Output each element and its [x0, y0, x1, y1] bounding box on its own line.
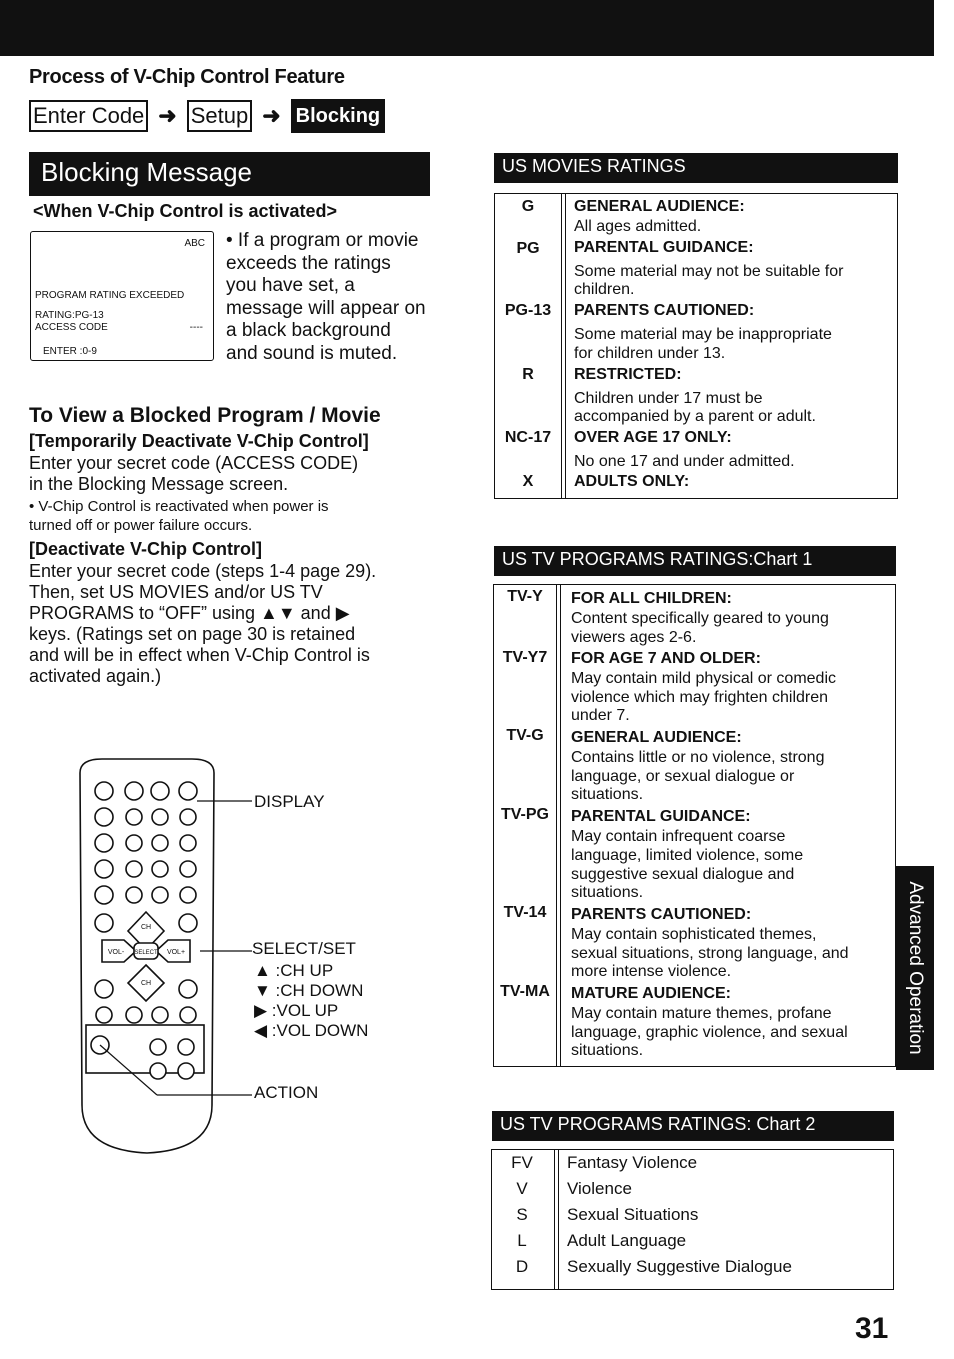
- tv1-code: TV-PG: [500, 806, 549, 823]
- select-set-callout: SELECT/SET: [252, 939, 356, 958]
- movies-table: [494, 193, 898, 499]
- remote-ch-label: CH: [140, 924, 152, 931]
- tv1-desc: violence which may frighten children: [571, 689, 829, 706]
- remote-ch-label: CH: [140, 980, 152, 987]
- temp-note-2: turned off or power failure occurs.: [29, 517, 253, 534]
- tv1-title: FOR AGE 7 AND OLDER:: [571, 650, 761, 667]
- blocking-subheading: <When V-Chip Control is activated>: [33, 201, 338, 221]
- movie-desc: children.: [574, 281, 635, 298]
- screen-line-4: ENTER :0-9: [43, 346, 97, 357]
- arrow-icon: ➜: [158, 103, 177, 128]
- tv2-desc: Fantasy Violence: [567, 1153, 698, 1172]
- movie-desc: No one 17 and under admitted.: [574, 453, 795, 470]
- tv2-code: S: [516, 1205, 528, 1224]
- deactivate-line: Enter your secret code (steps 1-4 page 29).: [29, 561, 377, 581]
- side-tab-label: Advanced Operation: [905, 881, 926, 1055]
- tv1-desc: situations.: [571, 884, 644, 901]
- movie-desc: Children under 17 must be: [574, 390, 763, 407]
- remote-select-label: SELECT: [134, 950, 158, 956]
- tv2-code: V: [516, 1179, 528, 1198]
- movie-code: PG-13: [504, 302, 552, 319]
- screen-line-2: RATING:PG-13: [35, 310, 104, 321]
- tv1-code: TV-14: [503, 904, 547, 921]
- movie-code: NC-17: [504, 429, 552, 446]
- tv1-desc: language, limited violence, some: [571, 847, 804, 864]
- tv1-title: GENERAL AUDIENCE:: [571, 729, 742, 746]
- page-number: 31: [855, 1312, 889, 1345]
- screen-line-1: PROGRAM RATING EXCEEDED: [35, 290, 185, 301]
- movie-desc: Some material may not be suitable for: [574, 263, 844, 280]
- tv2-desc: Sexually Suggestive Dialogue: [567, 1257, 792, 1276]
- tv1-desc: language, graphic violence, and sexual: [571, 1024, 848, 1041]
- movie-desc: All ages admitted.: [574, 218, 702, 235]
- tv1-code: TV-MA: [500, 983, 550, 1000]
- deactivate-line: activated again.): [29, 666, 162, 686]
- ch-down-callout: ▼ :CH DOWN: [254, 981, 364, 1000]
- temp-note-1: • V-Chip Control is reactivated when power is: [29, 498, 329, 515]
- movie-code: R: [522, 366, 534, 383]
- movie-title: PARENTAL GUIDANCE:: [574, 239, 754, 256]
- movies-header: US MOVIES RATINGS: [494, 153, 898, 183]
- tv1-title: FOR ALL CHILDREN:: [571, 590, 732, 607]
- deactivate-line: Then, set US MOVIES and/or US TV: [29, 582, 323, 602]
- side-tab: [896, 866, 934, 1070]
- tv1-desc: viewers ages 2-6.: [571, 629, 697, 646]
- tv1-table: [493, 584, 896, 1067]
- ch-up-callout: ▲ :CH UP: [254, 961, 334, 980]
- deactivate-heading: [Deactivate V-Chip Control]: [29, 539, 263, 559]
- process-steps: [29, 99, 385, 133]
- movie-code: X: [522, 473, 534, 490]
- remote-vol-plus-label: VOL+: [166, 949, 186, 956]
- tv1-desc: May contain mild physical or comedic: [571, 670, 836, 687]
- step-enter-code: Enter Code: [29, 100, 148, 132]
- tv1-desc: situations.: [571, 786, 644, 803]
- tv1-desc: May contain infrequent coarse: [571, 828, 786, 845]
- blocking-screen-illustration: [30, 231, 214, 361]
- vol-up-callout: ▶ :VOL UP: [254, 1001, 339, 1020]
- temp-deactivate-heading: [Temporarily Deactivate V-Chip Control]: [29, 431, 369, 451]
- tv1-desc: suggestive sexual dialogue and: [571, 866, 795, 883]
- tv2-code: L: [517, 1231, 527, 1250]
- top-black-bar: [0, 0, 934, 56]
- tv2-table: [491, 1149, 894, 1290]
- tv2-desc: Sexual Situations: [567, 1205, 699, 1224]
- movie-code: PG: [516, 240, 540, 257]
- movie-title: RESTRICTED:: [574, 366, 682, 383]
- tv2-code: D: [515, 1257, 529, 1276]
- remote-control-illustration: [72, 755, 252, 1160]
- screen-line-3-value: ----: [189, 322, 203, 333]
- movie-desc: for children under 13.: [574, 345, 726, 362]
- step-setup: Setup: [187, 100, 253, 132]
- step-blocking: Blocking: [291, 99, 385, 133]
- arrow-icon: ➜: [262, 103, 281, 128]
- movie-desc: accompanied by a parent or adult.: [574, 408, 816, 425]
- blocking-message-header: Blocking Message: [29, 152, 430, 196]
- tv2-desc: Violence: [567, 1179, 632, 1198]
- movie-desc: Some material may be inappropriate: [574, 326, 832, 343]
- tv2-code: FV: [511, 1153, 533, 1172]
- tv1-title: PARENTS CAUTIONED:: [571, 906, 752, 923]
- tv1-code: TV-G: [506, 727, 544, 744]
- blocking-bullet: • If a program or movie exceeds the ratings you have set, a message will appear on a black background and sound is muted.: [226, 230, 426, 364]
- tv2-header: US TV PROGRAMS RATINGS: Chart 2: [492, 1111, 894, 1141]
- deactivate-line: PROGRAMS to “OFF” using ▲▼ and ▶: [29, 603, 350, 623]
- remote-vol-minus-label: VOL-: [107, 949, 125, 956]
- tv1-title: MATURE AUDIENCE:: [571, 985, 731, 1002]
- tv1-desc: under 7.: [571, 707, 630, 724]
- tv1-desc: more intense violence.: [571, 963, 732, 980]
- deactivate-line: and will be in effect when V-Chip Control is: [29, 645, 370, 665]
- tv1-desc: Contains little or no violence, strong: [571, 749, 825, 766]
- movie-code: G: [521, 198, 535, 215]
- tv1-code: TV-Y: [507, 588, 543, 605]
- screen-line-3: ACCESS CODE: [35, 322, 108, 333]
- movie-title: ADULTS ONLY:: [574, 473, 690, 490]
- screen-channel: ABC: [184, 238, 205, 249]
- movie-title: OVER AGE 17 ONLY:: [574, 429, 732, 446]
- temp-text-2: in the Blocking Message screen.: [29, 474, 289, 494]
- temp-text-1: Enter your secret code (ACCESS CODE): [29, 453, 359, 473]
- tv1-desc: sexual situations, strong language, and: [571, 945, 849, 962]
- view-heading: To View a Blocked Program / Movie: [29, 404, 381, 427]
- tv1-header: US TV PROGRAMS RATINGS:Chart 1: [494, 546, 896, 576]
- tv1-desc: language, or sexual dialogue or: [571, 768, 795, 785]
- action-callout: ACTION: [254, 1083, 319, 1102]
- tv1-title: PARENTAL GUIDANCE:: [571, 808, 751, 825]
- tv1-desc: May contain mature themes, profane: [571, 1005, 832, 1022]
- movie-title: PARENTS CAUTIONED:: [574, 302, 755, 319]
- tv2-desc: Adult Language: [567, 1231, 687, 1250]
- display-callout: DISPLAY: [254, 792, 325, 811]
- movie-title: GENERAL AUDIENCE:: [574, 198, 745, 215]
- tv1-code: TV-Y7: [502, 649, 548, 666]
- process-title: Process of V-Chip Control Feature: [29, 66, 345, 88]
- deactivate-line: keys. (Ratings set on page 30 is retained: [29, 624, 356, 644]
- vol-down-callout: ◀ :VOL DOWN: [254, 1021, 369, 1040]
- tv1-desc: May contain sophisticated themes,: [571, 926, 817, 943]
- tv1-desc: situations.: [571, 1042, 644, 1059]
- tv1-desc: Content specifically geared to young: [571, 610, 829, 627]
